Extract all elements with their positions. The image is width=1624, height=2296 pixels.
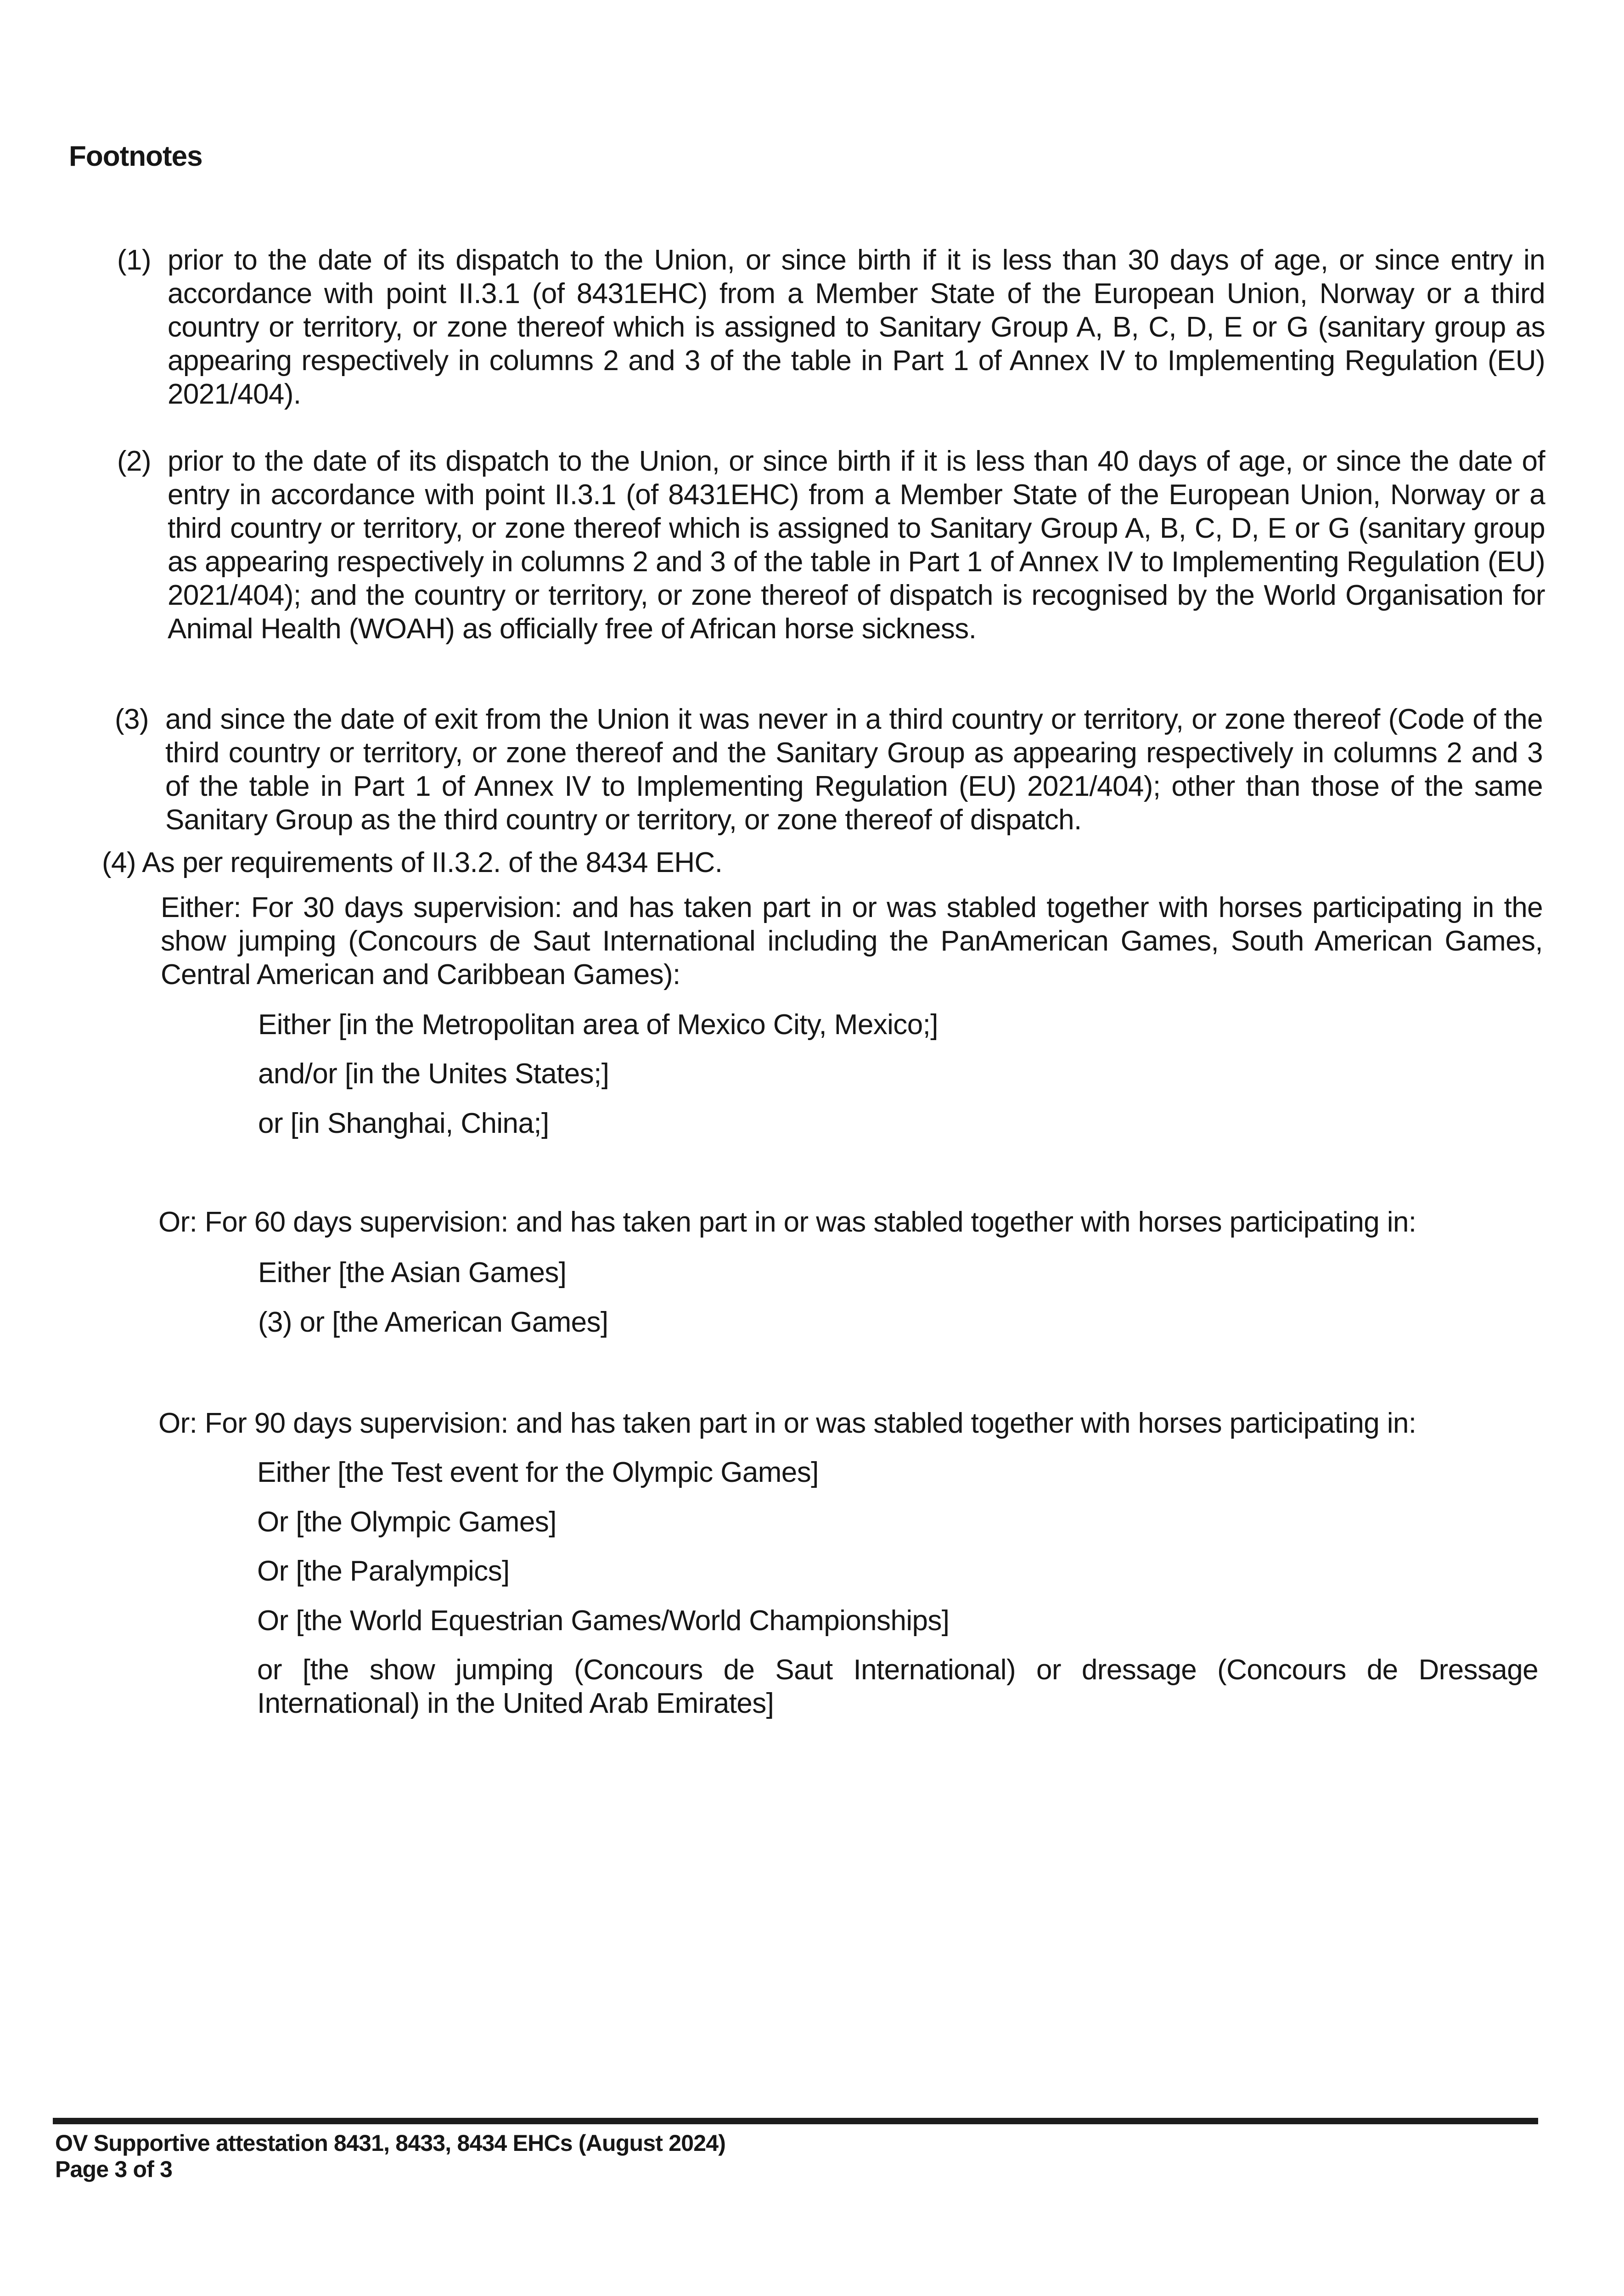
option-paralympics: Or [the Paralympics] xyxy=(257,1555,510,1587)
footnote-text: and since the date of exit from the Union it was never in a third country or territory, or zone thereof (Code of the third country or territory, or zone thereof and the Sanitary Group as appearing respectively in columns 2 and 3 of the table in Part 1 of Annex IV to Implementing Regulation (EU) 2021/404); other than those of the same Sanitary Group as the third country or territory, or zone thereof of dispatch. xyxy=(165,703,1543,836)
footnote-4-or-60-days: Or: For 60 days supervision: and has taken part in or was stabled together with horses participating in: xyxy=(158,1206,1416,1238)
option-mexico-city: Either [in the Metropolitan area of Mexico City, Mexico;] xyxy=(258,1009,938,1041)
option-shanghai: or [in Shanghai, China;] xyxy=(258,1108,549,1139)
option-united-arab-emirates: or [the show jumping (Concours de Saut International) or dressage (Concours de Dressage International) in the United Arab Emirates] xyxy=(257,1654,1538,1719)
option-world-equestrian-games: Or [the World Equestrian Games/World Championships] xyxy=(257,1605,950,1637)
footer-document-title: OV Supportive attestation 8431, 8433, 8434 EHCs (August 2024) xyxy=(55,2130,726,2156)
footnote-4-or-90-days: Or: For 90 days supervision: and has taken part in or was stabled together with horses participating in: xyxy=(158,1407,1416,1439)
footnote-number: (2) xyxy=(117,445,151,477)
option-asian-games: Either [the Asian Games] xyxy=(258,1257,567,1289)
footnote-number: (3) xyxy=(115,703,149,735)
option-olympic-test-event: Either [the Test event for the Olympic Games] xyxy=(257,1457,819,1488)
option-united-states: and/or [in the Unites States;] xyxy=(258,1058,609,1090)
option-american-games: (3) or [the American Games] xyxy=(258,1306,608,1338)
footnote-4-title: (4) As per requirements of II.3.2. of the 8434 EHC. xyxy=(102,847,723,878)
footnote-text: prior to the date of its dispatch to the Union, or since birth if it is less than 40 days of age, or since the date of entry in accordance with point II.3.1 (of 8431EHC) from a Member State of the European Union, Norway or a third country or territory, or zone thereof which is assigned to Sanitary Group A, B, C, D, E or G (sanitary group as appearing respectively in columns 2 and 3 of the table in Part 1 of Annex IV to Implementing Regulation (EU) 2021/404); and the country or territory, or zone thereof of dispatch is recognised by the World Organisation for Animal Health (WOAH) as officially free of African horse sickness. xyxy=(168,445,1545,645)
footnotes-heading: Footnotes xyxy=(69,141,202,172)
option-olympic-games: Or [the Olympic Games] xyxy=(257,1506,556,1538)
footer-divider xyxy=(53,2118,1538,2124)
footnote-text: prior to the date of its dispatch to the Union, or since birth if it is less than 30 days of age, or since entry in accordance with point II.3.1 (of 8431EHC) from a Member State of the European Union, Norway or a third country or territory, or zone thereof which is assigned to Sanitary Group A, B, C, D, E or G (sanitary group as appearing respectively in columns 2 and 3 of the table in Part 1 of Annex IV to Implementing Regulation (EU) 2021/404). xyxy=(168,244,1545,410)
footnote-number: (1) xyxy=(117,244,151,276)
footer-page-number: Page 3 of 3 xyxy=(55,2156,173,2182)
footnote-4-either-30-days: Either: For 30 days supervision: and has taken part in or was stabled together with horses participating in the show jumping (Concours de Saut International including the PanAmerican Games, South American Games, Central American and Caribbean Games): xyxy=(161,892,1543,990)
